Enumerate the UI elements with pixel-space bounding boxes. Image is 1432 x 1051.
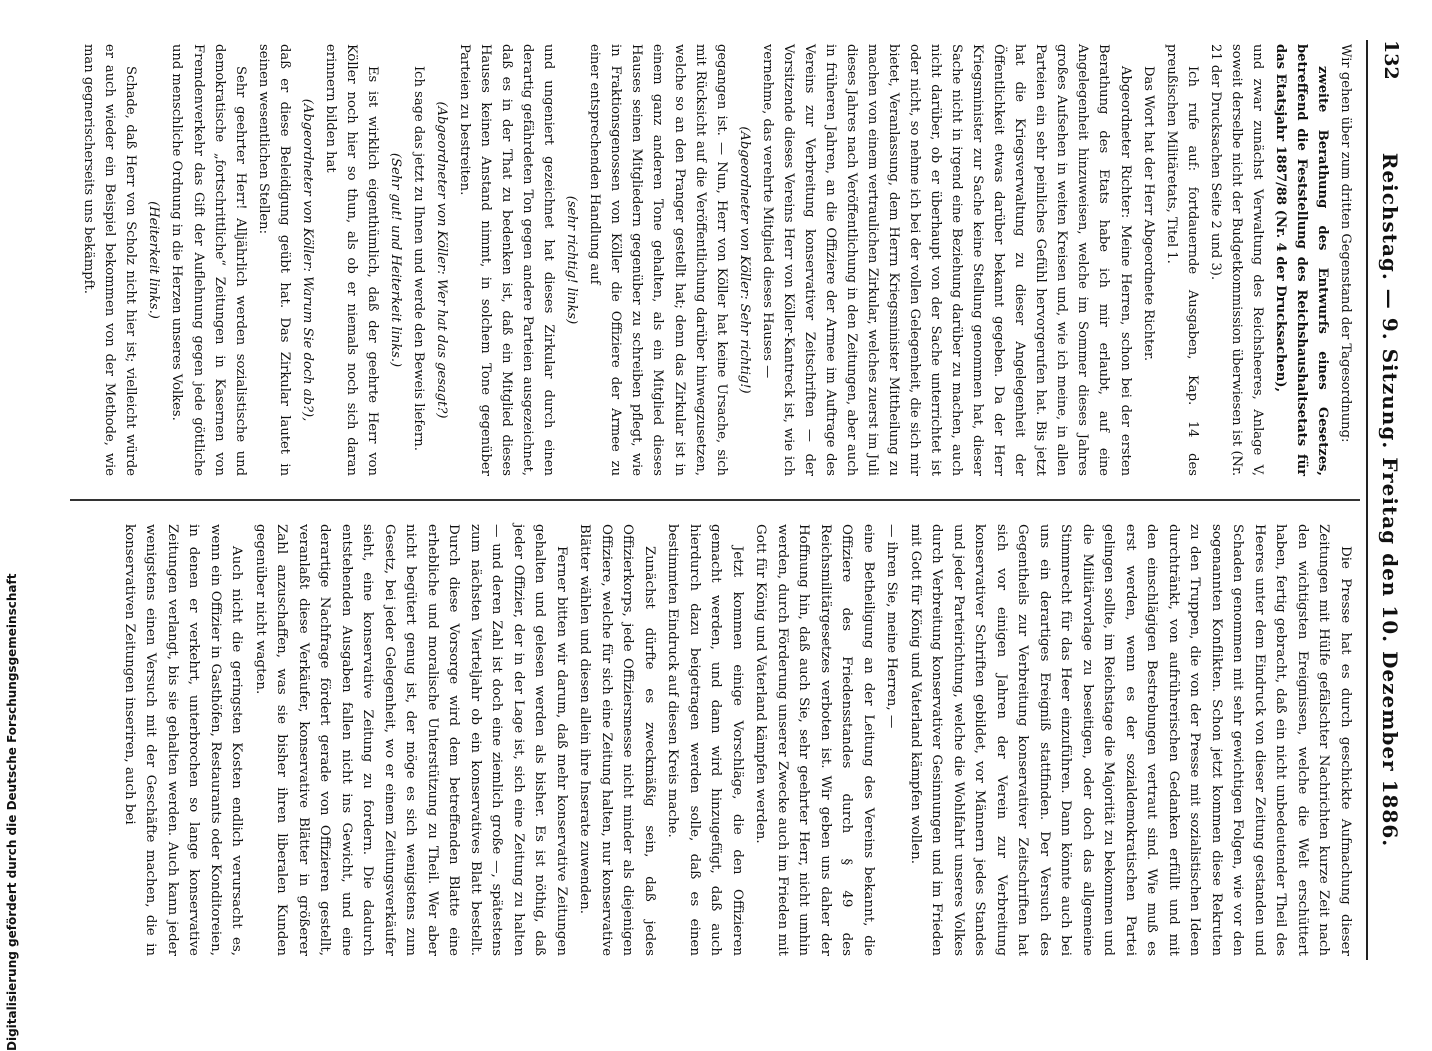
- interjection: (Abgeordneter von Köller: Sehr richtig!): [736, 126, 752, 394]
- digitization-text: Digitalisierung gefördert durch die Deutsche Forschungsgemeinschaft: [5, 574, 19, 1051]
- paragraph: Ich sage das jetzt zu Ihnen und werde den Beweis liefern.: [410, 66, 426, 451]
- paragraph: Schade, daß Herr von Scholz nicht hier ist; vielleicht würde er auch wieder ein Beispiel bekommen von der Methode, wie man gegnerischerseits uns bekämpft.: [81, 44, 139, 476]
- quotation: Ferner bitten wir darum, daß mehr konservative Zeitungen gehalten und gelesen werden als bisher. Es ist nöthig, daß jeder Offizier, der in der Lage ist, sich eine Zeitung zu halten — und deren Zahl ist doch eine ziemlich große —, spätestens zum nächsten Vierteljahr ob ein konservatives Blatt bestellt. Durch diese Vorsorge wird dem betreffenden Blatte eine erhebliche und moralische Unterstützung zu Theil. Wer aber nicht begütert genug ist, der möge es sich wenigstens zum Gesetz, bei jeder Gelegenheit, wo er einem Zeitungsverkäufer sieht, eine konservative Zeitung zu fordern. Die dadurch entstehenden Ausgaben fallen nicht ins Gewicht, und eine derartige Nachfrage fördert gerade von Offizieren gestellt, veranlaßt diese Verkäufer, konservative Blätter in größerer Zahl anzuschaffen, was sie bisher ihren liberalen Kunden gegenüber nicht wagten.: [253, 524, 569, 956]
- paragraph: Jetzt kommen einige Vorschläge, die den Offizieren gemacht werden, und dann wird hinzugefügt, daß auch hierdurch dazu beigetragen werden solle, daß es einen bestimmten Eindruck auf diesen Kreis mache.: [665, 524, 745, 956]
- paragraph: gegangen ist. — Nun, Herr von Köller hat keine Ursache, sich mit Rücksicht auf die Veröffentlichung darüber hinwegzusetzen, welche so an den Pranger gestellt hat; denn das Zirkular ist in einem ganz anderen Tone gehalten, als ein Mitglied dieses Hauses seinen Mitgliedern gegenüber zu schreiben pflegt, wie in Fraktionsgenossen von Köller die Offiziere der Armee zu einer entsprechenden Handlung auf: [587, 44, 729, 476]
- interjection: (Sehr gut! und Heiterkeit links.): [387, 152, 403, 368]
- paragraph: Abgeordneter Richter: Meine Herren, schon bei der ersten Berathung des Etats habe ich mir erlaubt, auf eine Angelegenheit hinzuweisen, welche im Sommer dieses Jahres großes Aufsehen in weiten Kreisen und, wie ich meine, in allen Parteien ein sehr peinliches Gefühl hervorgerufen hat. Bis jetzt hat die Kriegsverwaltung zu dieser Angelegenheit der Öffentlichkeit etwas darüber bekannt gegeben. Da der Herr Kriegsminister zur Sache keine Stellung genommen hat, dieser Sache nicht in irgend eine Beziehung darüber zu machen, auch nicht darüber, ob er überhaupt von der Sache unterrichtet ist oder nicht, so nehme ich bei der vollen Gelegenheit, die sich mir bietet, Veranlassung, dem Herrn Kriegsminister Mittheilung zu machen von einem vertraulichen Zirkular, welches zuerst im Juli dieses Jahres nach Veröffentlichung in den Zeitungen, aber auch in früheren Jahren, an die Offiziere der Armee im Auftrage des Vereins zur Verbreitung konservativer Zeitschriften — der Vorsitzende dieses Vereins Herr von Köller-Kantreck ist, wie ich vernehme, das verehrte Mitglied dieses Hauses —: [759, 44, 1133, 476]
- quotation: eine Betheiligung an der Leitung des Vereins bekannt, die Offiziere des Friedensstandes durch § 49 des Reichsmilitärgesetzes verboten ist. Wir geben uns daher der Hoffnung hin, daß auch Sie, sehr geehrter Herr, nicht umhin werden, durch Förderung unserer Zwecke auch im Frieden mit Gott für König und Vaterland kämpfen werden.: [753, 524, 876, 956]
- quotation: Zunächst dürfte es zweckmäßig sein, daß jedes Offizierkorps, jede Offiziersmesse nicht minder als diejenigen Offiziere, welche für sich eine Zeitung halten, nur konservative Blätter wählen und diesen allein ihre Inserate zuwenden.: [577, 524, 657, 956]
- paragraph: daß er diese Beleidigung geübt hat. Das Zirkular lautet in seinen wesentlichen Stellen:: [255, 44, 292, 476]
- column-divider: [70, 499, 1360, 501]
- paragraph: Es ist wirklich eigenthümlich, daß der geehrte Herr von Köller noch hier so thun, als ob er niemals noch sich daran erinnern bilden hat: [322, 44, 380, 476]
- paragraph: Ich rufe auf: fortdauernde Ausgaben, Kap. 14 des preußischen Militäretats, Titel 1.: [1163, 44, 1200, 476]
- left-column: [76, 44, 1356, 476]
- interjection: (Heiterkeit links.): [146, 201, 162, 319]
- paragraph: — ihren Sie, meine Herren, —: [884, 524, 900, 729]
- interjection: (Abgeordneter von Köller: Wer hat das gesagt?): [434, 101, 450, 419]
- paragraph: Das Wort hat der Herr Abgeordnete Richter.: [1140, 66, 1156, 362]
- page-header: [1368, 40, 1408, 960]
- paragraph: Wir gehen über zum dritten Gegenstand der Tagesordnung:: [1338, 44, 1353, 443]
- paragraph: und zwar zunächst Verwaltung des Reichsheeres, Anlage V, soweit derselbe nicht der Budgetkommission überwiesen ist (Nr. 21 der Drucksachen Seite 2 und 3).: [1207, 44, 1265, 476]
- page-number: 132: [1380, 40, 1402, 80]
- paragraph: und ungeniert gezeichnet hat dieses Zirkular durch einen derartig gefährdeten Ton gegen andere Parteien ausgezeichnet, daß es in der That zu bedenken ist, daß ein Mitglied dieses Hauses keinen Anstand nimmt, in solchem Tone gegenüber Parteien zu bestreiten.: [457, 44, 557, 476]
- right-column: [117, 524, 1357, 956]
- digitization-note: [2, 574, 22, 1051]
- quotation: Sehr geehrter Herr! Alljährlich werden sozialistische und demokratische „fortschrittliche“ Zeitungen in Kasernen von Fremdenverkehr das Gift der Auflehnung gegen jede göttliche und menschliche Ordnung in die Herzen unseres Volkes.: [169, 44, 248, 476]
- page-title: Reichstag. — 9. Sitzung. Freitag den 10. Dezember 1886.: [1378, 152, 1402, 848]
- header-rule: [1366, 40, 1368, 960]
- quotation: Die Presse hat es durch geschickte Aufmachung dieser Zeitungen mit Hülfe gefälschter Nachrichten kurze Zeit nach den wichtigsten Ereignissen, welche die Welt erschüttert haben, fertig gebracht, daß ein nicht unbedeutender Theil des Heeres unter dem Eindruck von dieser Zeitung gestanden und Schaden genommen mit sehr gewichtigen Folgen, wie vor den sogenannten Konflikten. Schon jetzt kommen diese Rekruten zu den Truppen, die von der Presse mit sozialistischen Ideen durchtränkt, von aufrührerischen Gedanken erfüllt und mit den einschlägigen Bestrebungen vertraut sind. Wie muß es erst werden, wenn es der sozialdemokratischen Partei gelingen sollte, im Reichstage die Majorität zu bekommen und die Militärvorlage zu beseitigen, oder doch das allgemeine Stimmrecht für das Heer einzuführen. Dann könnte auch bei uns ein derartiges Ereigniß stattfinden. Der Versuch des Gegentheils zur Verbreitung konservativer Zeitschriften hat sich vor einigen Jahren der Verein zur Verbreitung konservativer Schriften gebildet, vor Männern jedes Standes und jeder Parteirichtung, welche die Wohlfahrt unseres Volkes durch Verbreitung konservativer Gesinnungen und im Frieden mit Gott für König und Vaterland kämpfen wollen.: [908, 524, 1353, 956]
- interjection: (Abgeordneter von Köller: Warum Sie doch ab?),: [299, 98, 315, 422]
- interjection: (sehr richtig! links): [564, 195, 580, 325]
- paragraph: zweite Berathung des Entwurfs eines Gesetzes, betreffend die Feststellung des Reichshaushaltsetats für das Etatsjahr 1887/88 (Nr. 4 der Drucksachen),: [1272, 44, 1330, 476]
- quotation: Auch nicht die geringsten Kosten endlich verursacht es, wenn ein Offizier in Gasthöfen, Restaurants oder Konditoreien, in denen er verkehrt, unterbrochen so lange konservative Zeitungen verlangt, bis sie gehalten werden. Auch kann jeder wenigstens einen Versuch mit der Geschäfte machen, die in konservativen Zeitungen inseriren, auch bei: [122, 524, 245, 956]
